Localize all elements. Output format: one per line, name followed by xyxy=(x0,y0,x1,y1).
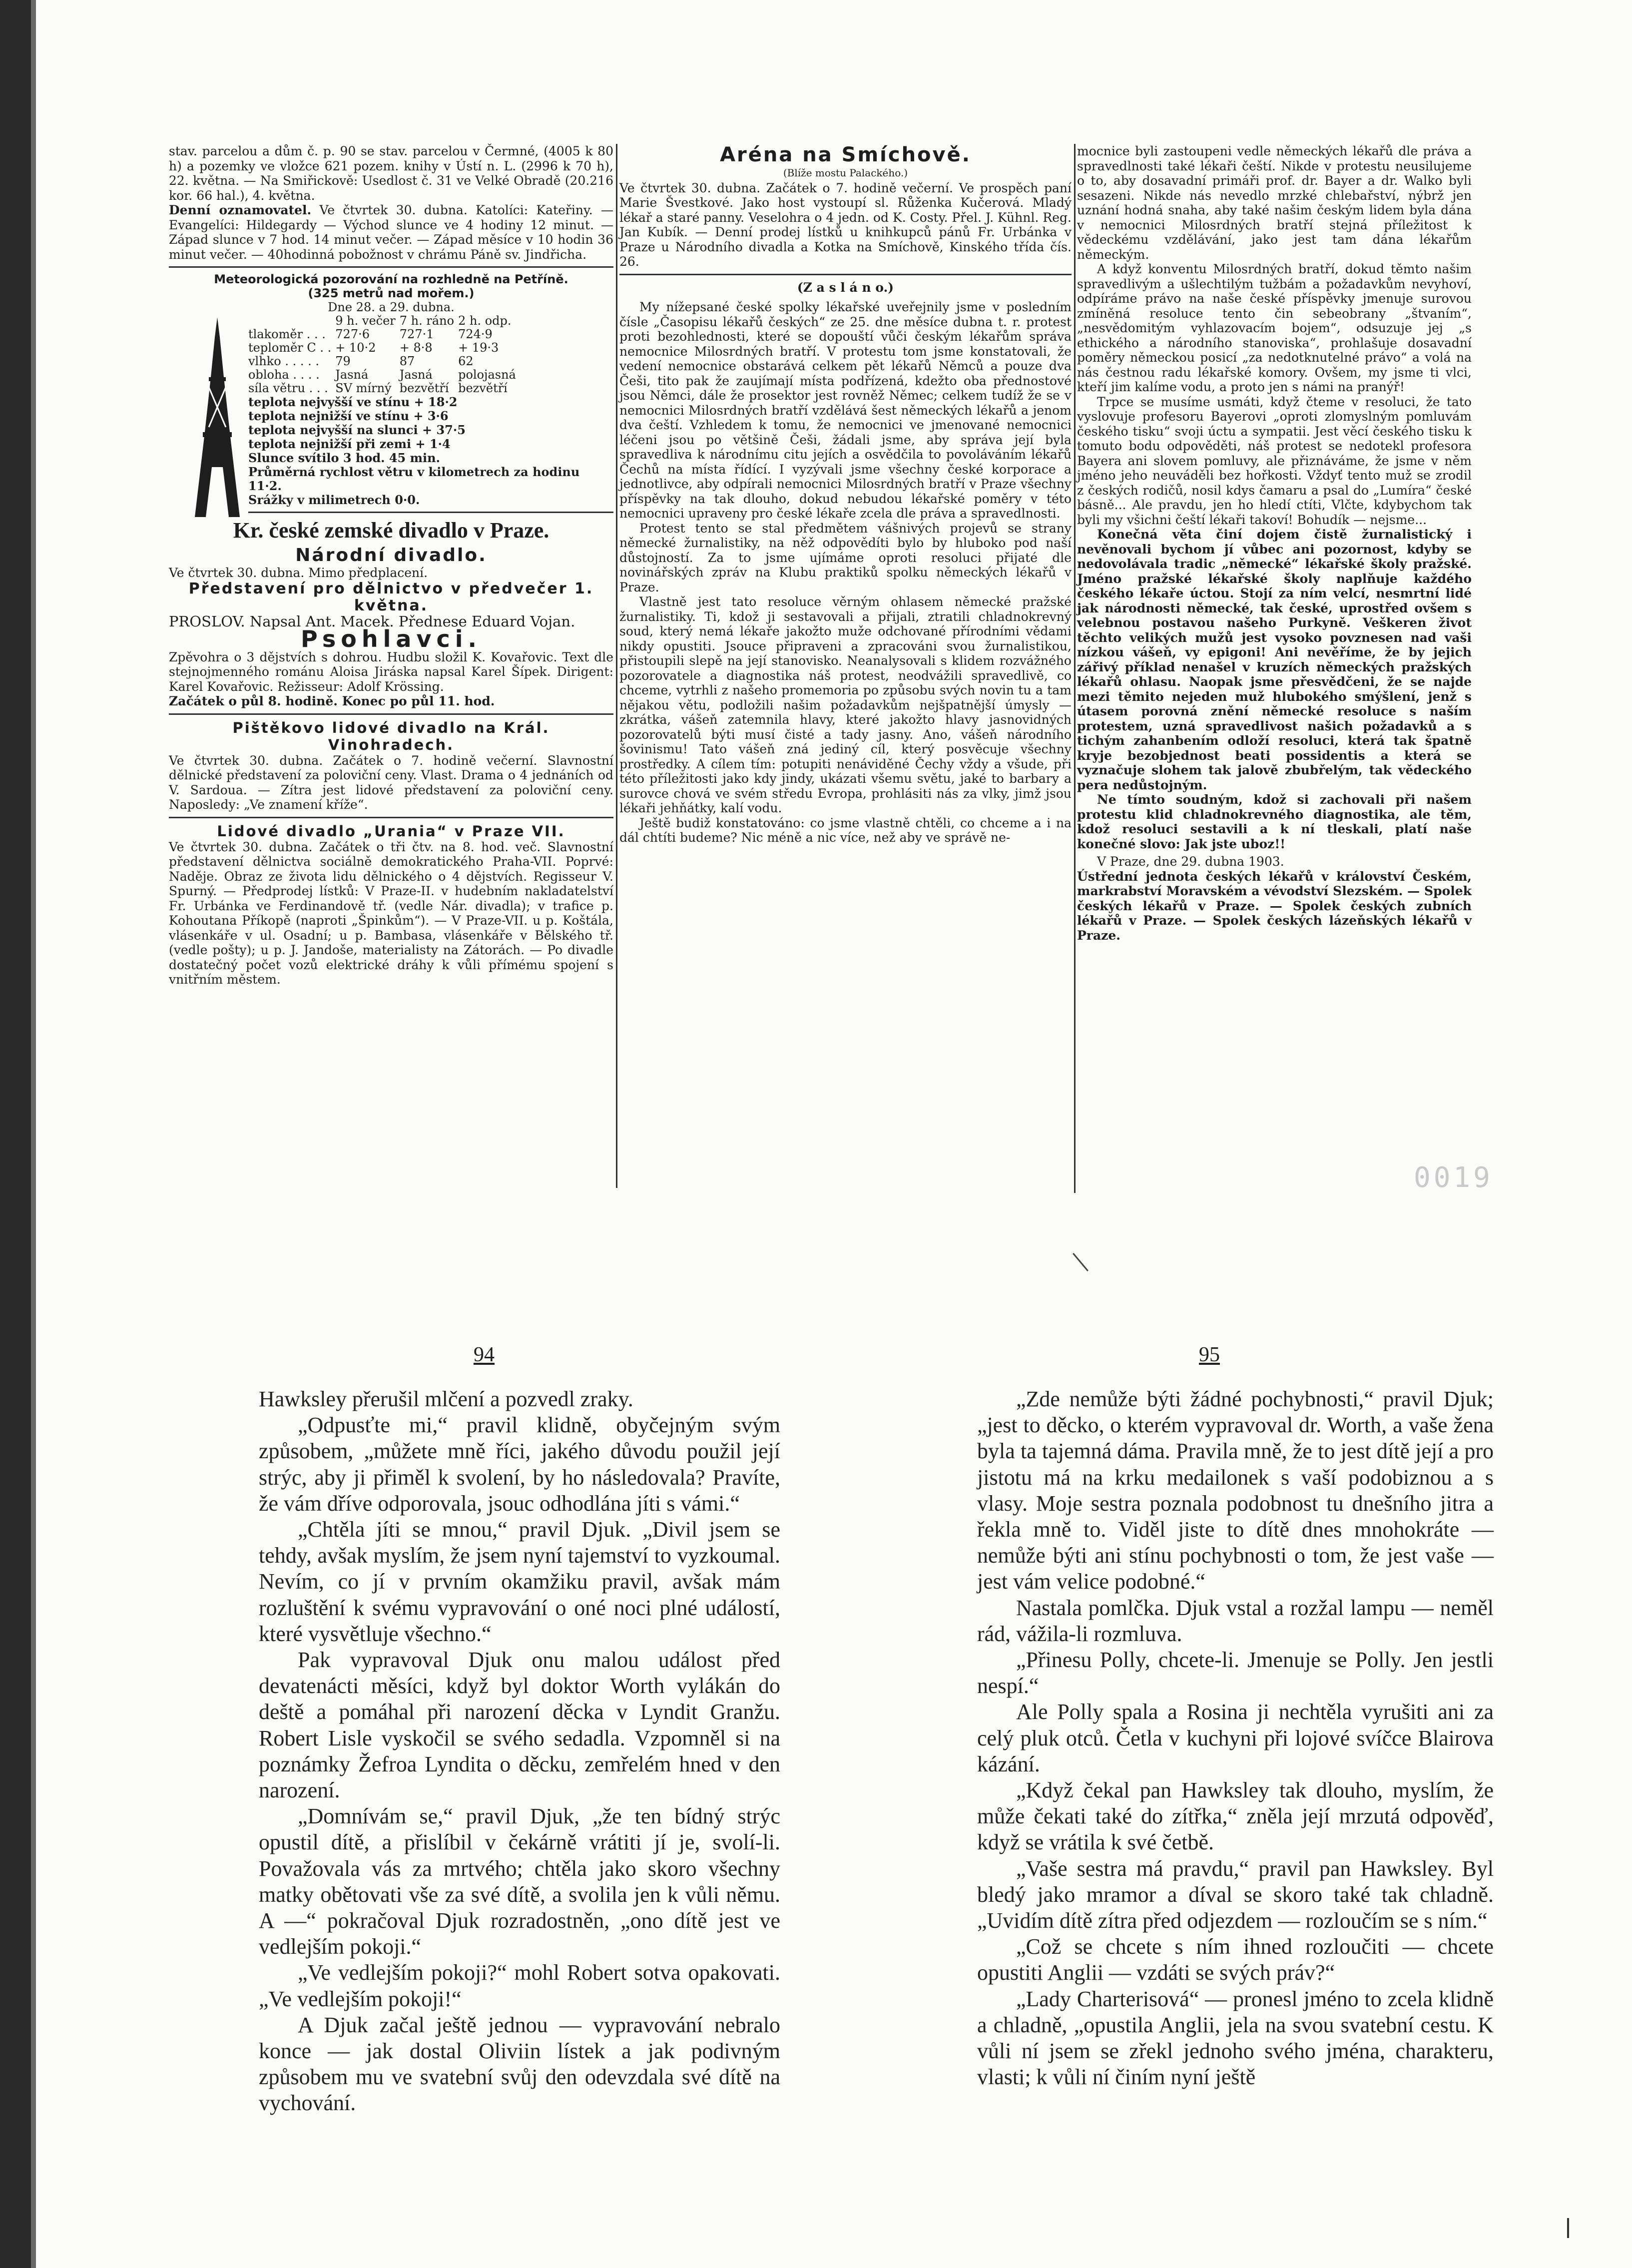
meteo-value: + 8·8 xyxy=(399,341,433,355)
divider xyxy=(169,713,613,715)
book-paragraph: Nastala pomlčka. Djuk vstal a rozžal lampu — neměl rád, vážila-li rozmluva. xyxy=(977,1595,1494,1646)
divider xyxy=(619,274,1072,275)
meteo-subtitle: (325 metrů nad mořem.) xyxy=(308,286,475,300)
meteo-block xyxy=(169,272,613,507)
page-number-left: 94 xyxy=(474,1343,495,1366)
article-paragraph: Ještě budiž konstatováno: co jsme vlastně chtěli, co chceme a i na dál chtíti budeme? Nic méně a nic více, než aby ve správě ne- xyxy=(619,815,1072,845)
meteo-extra-line: teplota nejnižší při zemi + 1·4 xyxy=(248,437,451,451)
meteo-label: vlhko . . . . . xyxy=(248,354,319,368)
theatre-times: Začátek o půl 8. hodině. Konec po půl 11. hod. xyxy=(169,694,495,708)
meteo-value: 724·9 xyxy=(458,327,493,341)
book-paragraph: „Zde nemůže býti žádné pochybnosti,“ pravil Djuk; „jest to děcko, o kterém vypravoval dr. Worth, a vaše žena byla ta tajemná dáma. Pravila mně, že to jest dítě její a pro jistotu má na krku medailonek s vaší podobiznou a s vlasy. Moje sestra poznala podobnost tu dnešního jitra a řekla mně to. Viděl jiste to dítě dnes mnohokráte — nemůže býti ani stínu pochybnosti o tom, že jest vaše — jest vám velice podobné.“ xyxy=(977,1387,1494,1594)
column-rule xyxy=(616,144,617,1188)
meteo-extra-line: teplota nejvyšší ve stínu + 18·2 xyxy=(248,395,458,409)
theatre-description: Zpěvohra o 3 dějstvích s dohrou. Hudbu složil K. Kovařovic. Text dle stejnojmenného románu Aloisa Jiráska napsal Karel Šípek. Dirigent: Karel Kovařovic. Režisseur: Adolf Krössing. xyxy=(169,649,613,694)
meteo-value: 727·6 xyxy=(335,327,370,341)
margin-mark xyxy=(1567,2218,1569,2238)
almanac-title: Denní oznamovatel. xyxy=(169,203,312,217)
library-stamp: 0019 xyxy=(1414,1161,1493,1194)
book-paragraph: „Vaše sestra má pravdu,“ pravil pan Hawksley. Byl bledý jako mramor a díval se skoro také tak chladně. „Uvidím dítě zítra před odjezdem — rozloučím se s ním.“ xyxy=(977,1856,1494,1933)
newspaper-column-1 xyxy=(169,144,613,987)
meteo-value: bezvětří xyxy=(458,381,508,395)
divider xyxy=(248,512,613,513)
meteo-label: obloha . . . . xyxy=(248,368,320,382)
meteo-row xyxy=(248,328,520,341)
almanac-notice xyxy=(169,203,613,262)
article-dateline: V Praze, dne 29. dubna 1903. xyxy=(1097,854,1284,869)
meteo-label: tlakoměr . . . xyxy=(248,327,326,341)
theatre-date: Ve čtvrtek 30. dubna. Mimo předplacení. xyxy=(169,566,428,580)
book-page-left xyxy=(259,1386,780,2117)
pistek-theatre-text: Ve čtvrtek 30. dubna. Začátek o 7. hodině večerní. Slavnostní dělnické představení za poloviční ceny. Vlast. Drama o 4 jednáních od V. Sardoua. — Zítra jest lidové představení za poloviční ceny. Naposledy: „Ve znamení kříže“. xyxy=(169,753,613,812)
scan-edge xyxy=(0,0,31,2268)
divider xyxy=(169,817,613,818)
book-paragraph: „Domnívám se,“ pravil Djuk, „že ten bídný strýc opustil dítě, a přislíbil v čekárně vrátiti jí je, svolí-li. Považovala vás za mrtvého; chtěla jako skoro všechny matky obětovati vše za své dítě, a svolila jen k vůli němu. A —“ pokračoval Djuk rozradostněn, „ono dítě jest ve vedlejším pokoji.“ xyxy=(259,1804,780,1959)
arena-title: Aréna na Smíchově. xyxy=(720,143,971,166)
theatre-subtitle: Národní divadlo. xyxy=(295,545,487,566)
book-paragraph: Ale Polly spala a Rosina ji nechtěla vyrušiti ani za celý pluk otců. Četla v kuchyni při lojové svíčce Blairova kázání. xyxy=(977,1700,1494,1776)
article-paragraph: A když konventu Milosrdných bratří, dokud těmto našim spravedlivým a ušlechtilým tužbám a požadavkům nevyhoví, odpíráme právo na naše české příspěvky jmenuje surovou zmíněná resoluce tento čin sebeobrany „štvaním“, „nesvědomitým vyhlazovacím bojem“, odsuzuje jej „s ethického a národního stanoviska“, prohlašuje dosavadní poměry německou posicí „za nedotknutelné právo“ a volá na nás čestnou radu lékařské komory. Ovšem, my jsme ti vlci, kteří jim kalíme vodu, a proto jen s námi na pranýř! xyxy=(1077,262,1472,394)
book-paragraph: „Přinesu Polly, chcete-li. Jmenuje se Polly. Jen jestli nespí.“ xyxy=(977,1648,1494,1699)
meteo-extra-line: teplota nejvyšší na slunci + 37·5 xyxy=(248,423,466,437)
page-number-right: 95 xyxy=(1199,1343,1220,1366)
meteo-extra-line: Slunce svítilo 3 hod. 45 min. xyxy=(248,451,440,465)
meteo-value: 87 xyxy=(399,354,415,368)
article-paragraph: Vlastně jest tato resoluce věrným ohlasem německé pražské žurnalistiky. Ti, kdož ji sestavovali a přijali, ztratili chladnokrevný soud, který nemá lékaře jakožto muže odchované přírodními vědami nikdy opustiti. Jsouce připraveni a zpracováni svou žurnalistikou, přistoupili slepě na její stanovisko. Neanalysovali s klidem rozvážného pozorovatele a diagnostika náš protest, neodvážili spravedlivě, co chceme, vytrhli z našeho promemoria po způsobu svých novin tu a tam nějakou větu, podložili našim požadavkům nejšpatnější úmysly — zkrátka, vášeň zatemnila hlavy, které jakožto hlavy jasnovidných pozorovatelů býti musí čisté a tady jasny. Ano, vášeň národního šovinismu! Tato vášeň zná jediný cíl, který posvěcuje všechny prostředky. A cílem tím: potupiti nenáviděné Čechy vždy a všude, při této příležitosti jako kdy jindy, ukázati všemu světu, jaké to barbary a surovce chová ve svém středu Evropa, prohlásiti nás za vlky, jimž jsou lékaři jehňátky, kalí vodu. xyxy=(619,594,1072,815)
meteo-col-head: 9 h. večer xyxy=(335,314,396,328)
book-paragraph: „Což se chcete s ním ihned rozloučiti — chcete opustiti Anglii — vzdáti se svých práv?“ xyxy=(977,1934,1494,1985)
urania-theatre-title: Lidové divadlo „Urania“ v Praze VII. xyxy=(217,822,565,840)
article-paragraph: Protest tento se stal předmětem vášnivých projevů se strany německé žurnalistiky, na něž odpovědíti bylo by hluboko pod naší důstojností. Za to jsme ujímáme oproti resoluci přijaté dle novinářských zpráv na Klubu praktiků spolku německých lékařů v Praze. xyxy=(619,521,1072,594)
meteo-header-row xyxy=(248,314,520,328)
book-paragraph: „Odpusťte mi,“ pravil klidně, obyčejným svým způsobem, „můžete mně říci, jakého důvodu použil její strýc, aby ji přiměl k svolení, by ho následovala? Pravíte, že vám dříve odporovala, jsouc odhodlána jíti s vámi.“ xyxy=(259,1413,780,1516)
book-page-right xyxy=(977,1386,1494,2090)
pencil-mark xyxy=(1073,1253,1088,1271)
auction-notice: stav. parcelou a dům č. p. 90 se stav. parcelou v Čermné, (4005 k 80 h) a pozemky ve vložce 621 pozem. knihy v Ústí n. L. (2996 k 70 h), 22. května. — Na Smiřickově: Usedlost č. 31 ve Velké Obradě (20.216 kor. 66 hal.), 4. května. xyxy=(169,144,613,203)
meteo-row xyxy=(248,382,520,395)
meteo-title: Meteorologická pozorování na rozhledně na Petříně. xyxy=(214,272,568,286)
column-rule xyxy=(1074,144,1076,1193)
arena-text: Ve čtvrtek 30. dubna. Začátek o 7. hodině večerní. Ve prospěch paní Marie Švestkové. Jako host vystoupí sl. Růženka Kučerová. Mladý lékař a staré panny. Veselohra o 4 jedn. od K. Costy. Přel. J. Kühnl. Reg. Jan Kubík. — Denní prodej lístků u knihkupců pánů Fr. Urbánka v Praze u Národního divadla a Kotka na Smíchově, Kinského třída čís. 26. xyxy=(619,180,1072,269)
arena-subtitle: (Blíže mostu Palackého.) xyxy=(783,167,908,179)
almanac-text: Ve čtvrtek 30. dubna. Katolíci: Kateřiny. — Evangelíci: Hildegardy — Východ slunce ve 4 hodiny 12 minut. — Západ slunce v 7 hod. 14 minut večer. — Západ měsíce v 10 hodin 36 minut večer. — 40hodinná pobožnost v chrámu Páně sv. Jindřicha. xyxy=(169,203,613,262)
meteo-label: teploměr C . . xyxy=(248,341,332,355)
meteo-label: síla větru . . . xyxy=(248,381,328,395)
article-paragraph: Ne tímto soudným, kdož si zachovali při našem protestu klid chladnokrevného diagnostika, ale těm, kdož resoluci sestavili a k ní tleskali, platí naše konečné slovo: Jak jste uboz!! xyxy=(1077,792,1472,851)
meteo-value: 62 xyxy=(458,354,474,368)
article-paragraph: My nížepsané české spolky lékařské uveřejnily jsme v posledním čísle „Časopisu lékařů českých“ ze 25. dne měsíce dubna t. r. protest proti bezohlednosti, které se dopouští vůči českým lékařům správa nemocnice Milosrdných bratří. V protestu tom jsme konstatovali, že vedení nemocnice obstarává celkem pět lékařů Němců a pouze dva Češi, tito pak že zaujímají místa podřízená, kdežto oba přednostové jsou Němci, dále že prosektor jest rovněž Němec; celkem tudíž že se v nemocnici Milosrdných bratří vzdělává šest německých lékařů a jenom dva čeští. Vzhledem k tomu, že nemocnici ve jmenované nemocnici léčeni jsou po většině Češi, žádali jsme, aby správa její byla spravedliva k národnímu citu jejích a osvědčila to povoláváním lékařů Čechů na místa řídící. I vyzývali jsme všechny české korporace a jednotlivce, aby odpírali nemocnici Milosrdných bratří v Praze všechny příspěvky na tak dlouho, dokud nebudou lékařské poměry v této nemocnici upraveny pro české lékaře zcela dle práva a spravedlnosti. xyxy=(619,300,1072,521)
article-signatures: Ústřední jednota českých lékařů v království Českém, markrabství Moravském a vévodství Slezském. — Spolek českých lékařů v Praze. — Spolek českých zubních lékařů v Praze. — Spolek českých lázeňských lékařů v Praze. xyxy=(1077,869,1472,943)
meteo-row xyxy=(248,341,520,355)
meteo-value: Jasná xyxy=(335,368,369,382)
book-paragraph: Pak vypravoval Djuk onu malou událost před devatenácti měsíci, když byl doktor Worth vylákán do deště a pomáhal při narození děcka v Lyndit Granžu. Robert Lisle vyskočil se svého sedadla. Vzpomněl si na poznámky Žefroa Lyndita o děcku, zemřelém hned v den narození. xyxy=(259,1648,780,1803)
book-paragraph: „Chtěla jíti se mnou,“ pravil Djuk. „Divil jsem se tehdy, avšak myslím, že jsem nyní tajemství to vyzkoumal. Nevím, co jí v prvním okamžiku pravil, avšak mám rozluštění k svému vypravování o oné noci plné událostí, které vysvětluje všechno.“ xyxy=(259,1517,780,1646)
book-paragraph: Hawksley přerušil mlčení a pozvedl zraky. xyxy=(259,1387,633,1411)
meteo-value: + 10·2 xyxy=(335,341,376,355)
article-paragraph: Konečná věta činí dojem čistě žurnalistický i nevěnovali bychom jí vůbec ani pozornost, kdyby se nedovolávala tradic „německé“ lékařské školy pražské. Jméno pražské lékařské školy naplňuje každého českého lékaře úctou. Stojí za ním velcí, nesmrtní lidé jak národnosti německé, tak české, uprostřed ovšem s velebnou postavou našeho Purkyně. Veškeren život těchto velikých mužů jest vysoko povznesen nad vaši nízkou vášeň, vy epigoni! Ani nevěříme, že by jejich zářivý příklad nenašel v kruzích německých pražských lékařů ohlasu. Naopak jsme přesvědčeni, že se najde mezi těmito nejeden muž hlubokého smýšlení, jenž s útasem porovná znění německé resoluce s naším protestem, uzná spravedlivost našich požadavků a s tichým zahanbením odloží resoluci, která tak špatně kryje bezobjednost beati possidentis a která se vyznačuje slohem tak jalově zbubřelým, tak vědeckého pera nedůstojným. xyxy=(1077,527,1472,792)
meteo-extra-line: teplota nejnižší ve stínu + 3·6 xyxy=(248,409,449,423)
article-paragraph: Trpce se musíme usmáti, když čteme v resoluci, že tato vyslovuje profesoru Bayerovi „oproti zlomyslným pomluvám českého tisku“ svoji úctu a sympatii. Jest věcí českého tisku k tomuto bodu odpověděti, náš protest se nedotekl profesora Bayera ani slovem pomluvy, ale přiznáváme, že jsme v něm jméno jeho neuváděli bez hořkosti. Vždyť tento muž se zrodil z českých rodičů, nosil kdys čamaru a psal do „Lumíra“ české básně... Ale pravdu, jen ho hledí ctíti, Vlčte, kdybychom tak byli my všichni čeští lékaři takoví! Bohudík — nejsme... xyxy=(1077,394,1472,527)
meteo-row xyxy=(248,355,520,368)
theatre-title: Kr. české zemské divadlo v Praze. xyxy=(233,518,549,543)
meteo-extra-line: Průměrná rychlost větru v kilometrech za hodinu 11·2. xyxy=(248,465,580,493)
meteo-value: bezvětří xyxy=(399,381,449,395)
zaslano-heading: (Z a s l á n o.) xyxy=(797,280,894,295)
meteo-row xyxy=(248,368,520,382)
book-paragraph: „Ve vedlejším pokoji?“ mohl Robert sotva opakovati. „Ve vedlejším pokoji!“ xyxy=(259,1960,780,2011)
meteo-value: Jasná xyxy=(399,368,433,382)
meteo-value: polojasná xyxy=(458,368,516,382)
meteo-extra-line: Srážky v milimetrech 0·0. xyxy=(248,493,420,507)
newspaper-column-3 xyxy=(1077,144,1472,943)
pistek-theatre-title: Pištěkovo lidové divadlo na Král. Vinohradech. xyxy=(232,719,550,753)
urania-theatre-text: Ve čtvrtek 30. dubna. Začátek o tři čtv. na 8. hod. več. Slavnostní představení dělnictva sociálně demokratického Praha-VII. Poprvé: Naděje. Obraz ze života lidu dělnického o 4 dějstvích. Regisseur V. Spurný. — Předprodej lístků: V Praze-II. v hudebním nakladatelství Fr. Urbánka ve Ferdinandově tř. (vedle Nár. divadla); v trafice p. Kohoutana Příkopě (naproti „Špinkům“). — V Praze-VII. u p. Koštála, vlásenkáře v ul. Osadní; u p. Bambasa, vlásenkáře v Bělského tř. (vedle pošty); u p. J. Jandoše, materialisty na Zátorách. — Po divadle dostatečný počet vozů elektrické dráhy k vůli přímému spojení s vnitřním městem. xyxy=(169,839,613,987)
book-paragraph: „Lady Charterisová“ — pronesl jméno to zcela klidně a chladně, „opustila Anglii, jela na svou svatební cestu. K vůli ní jsem se zřekl jednoho svého jména, charakteru, vlasti; k vůli ní činím nyní ještě xyxy=(977,1986,1494,2090)
article-paragraph: mocnice byli zastoupeni vedle německých lékařů dle práva a spravedlnosti také lékaři čeští. Nikde v protestu neusilujeme o to, aby dosavadní primáři prof. dr. Bayer a dr. Walko byli sesazeni. Nikde nás nevedlo mrzké chlebařství, nýbrž jen uznání hodná snaha, aby také našim českým lidem byla dána v nemocnici Milosrdných bratří stejná příležitost k vědeckému vzdělávání, jako jest tam dána lékařům německým. xyxy=(1077,144,1472,262)
meteo-extras xyxy=(189,395,613,507)
petrin-tower-illustration xyxy=(194,317,241,517)
theatre-prolog: PROSLOV. Napsal Ant. Macek. Přednese Eduard Vojan. xyxy=(169,612,575,630)
meteo-col-head: 7 h. ráno xyxy=(399,314,455,328)
newspaper-column-2 xyxy=(619,144,1072,845)
meteo-value: SV mírný xyxy=(335,381,392,395)
book-paragraph: A Djuk začal ještě jednou — vypravování nebralo konce — jak dostal Oliviin lístek a jak podivným způsobem mu ve svatební svůj den odevzdala své dítě na vychování. xyxy=(259,2012,780,2116)
meteo-table xyxy=(248,314,520,395)
theatre-play-title: Psohlavci. xyxy=(301,625,482,652)
meteo-value: 727·1 xyxy=(399,327,434,341)
meteo-value: 79 xyxy=(335,354,351,368)
meteo-value: + 19·3 xyxy=(458,341,499,355)
book-paragraph: „Když čekal pan Hawksley tak dlouho, myslím, že může čekati také do zítřka,“ zněla její mrzutá odpověď, když se vrátila k své četbě. xyxy=(977,1778,1494,1855)
meteo-col-head: 2 h. odp. xyxy=(458,314,512,328)
scan-edge-shadow xyxy=(31,0,36,2268)
divider xyxy=(169,266,613,268)
meteo-date: Dne 28. a 29. dubna. xyxy=(328,300,455,314)
theatre-performance: Představení pro dělnictvo v předvečer 1. května. xyxy=(188,579,594,614)
